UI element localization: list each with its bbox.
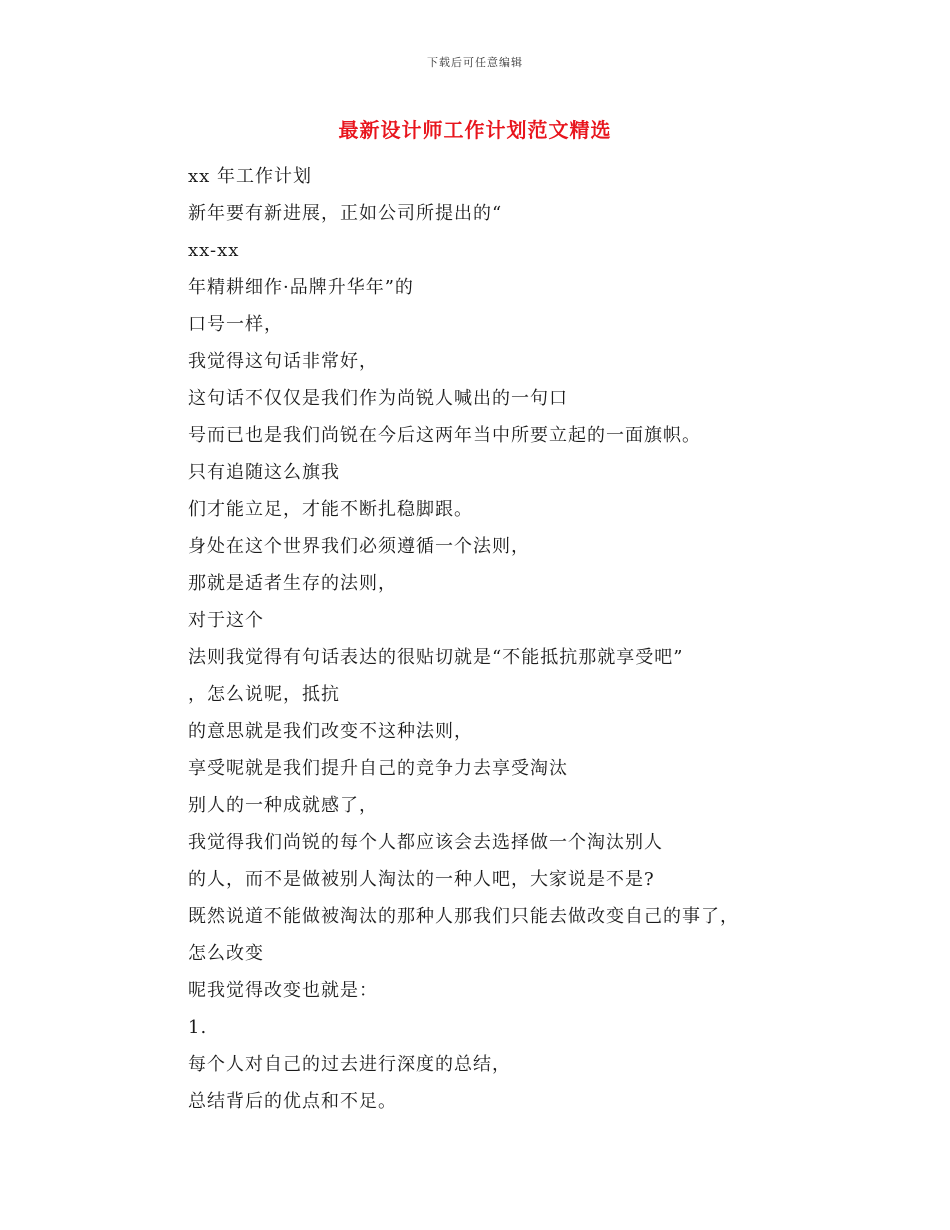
body-line: 号而已也是我们尚锐在今后这两年当中所要立起的一面旗帜。 <box>188 425 701 446</box>
header-note: 下载后可任意编辑 <box>427 56 523 69</box>
body-line: 每个人对自己的过去进行深度的总结， <box>188 1054 511 1075</box>
body-line: 1. <box>188 1017 208 1038</box>
body-line: 呢我觉得改变也就是： <box>188 980 378 1001</box>
body-line: 我觉得这句话非常好， <box>188 351 378 372</box>
body-line: 的意思就是我们改变不这种法则， <box>188 721 473 742</box>
document-title: 最新设计师工作计划范文精选 <box>338 118 612 142</box>
body-line: 法则我觉得有句话表达的很贴切就是“不能抵抗那就享受吧” <box>188 647 684 668</box>
document-body <box>188 158 908 1120</box>
body-line: 我觉得我们尚锐的每个人都应该会去选择做一个淘汰别人 <box>188 832 663 853</box>
body-line: 那就是适者生存的法则， <box>188 573 397 594</box>
body-line: 们才能立足，才能不断扎稳脚跟。 <box>188 499 473 520</box>
body-line: xx 年工作计划 <box>188 166 313 187</box>
body-line: 既然说道不能做被淘汰的那种人那我们只能去做改变自己的事了， <box>188 906 739 927</box>
body-line: 对于这个 <box>188 610 264 631</box>
body-line: 享受呢就是我们提升自己的竞争力去享受淘汰 <box>188 758 568 779</box>
body-line: 身处在这个世界我们必须遵循一个法则， <box>188 536 530 557</box>
body-line: 只有追随这么旗我 <box>188 462 340 483</box>
body-line: 总结背后的优点和不足。 <box>188 1091 397 1112</box>
body-line: 别人的一种成就感了， <box>188 795 378 816</box>
body-line: ，怎么说呢，抵抗 <box>188 684 340 705</box>
body-line: 的人，而不是做被别人淘汰的一种人吧，大家说是不是? <box>188 869 655 890</box>
body-line: xx-xx <box>188 240 240 261</box>
body-line: 怎么改变 <box>188 943 264 964</box>
body-line: 年精耕细作·品牌升华年”的 <box>188 277 414 298</box>
body-line: 口号一样， <box>188 314 283 335</box>
body-line: 这句话不仅仅是我们作为尚锐人喊出的一句口 <box>188 388 568 409</box>
body-line: 新年要有新进展，正如公司所提出的“ <box>188 203 503 224</box>
